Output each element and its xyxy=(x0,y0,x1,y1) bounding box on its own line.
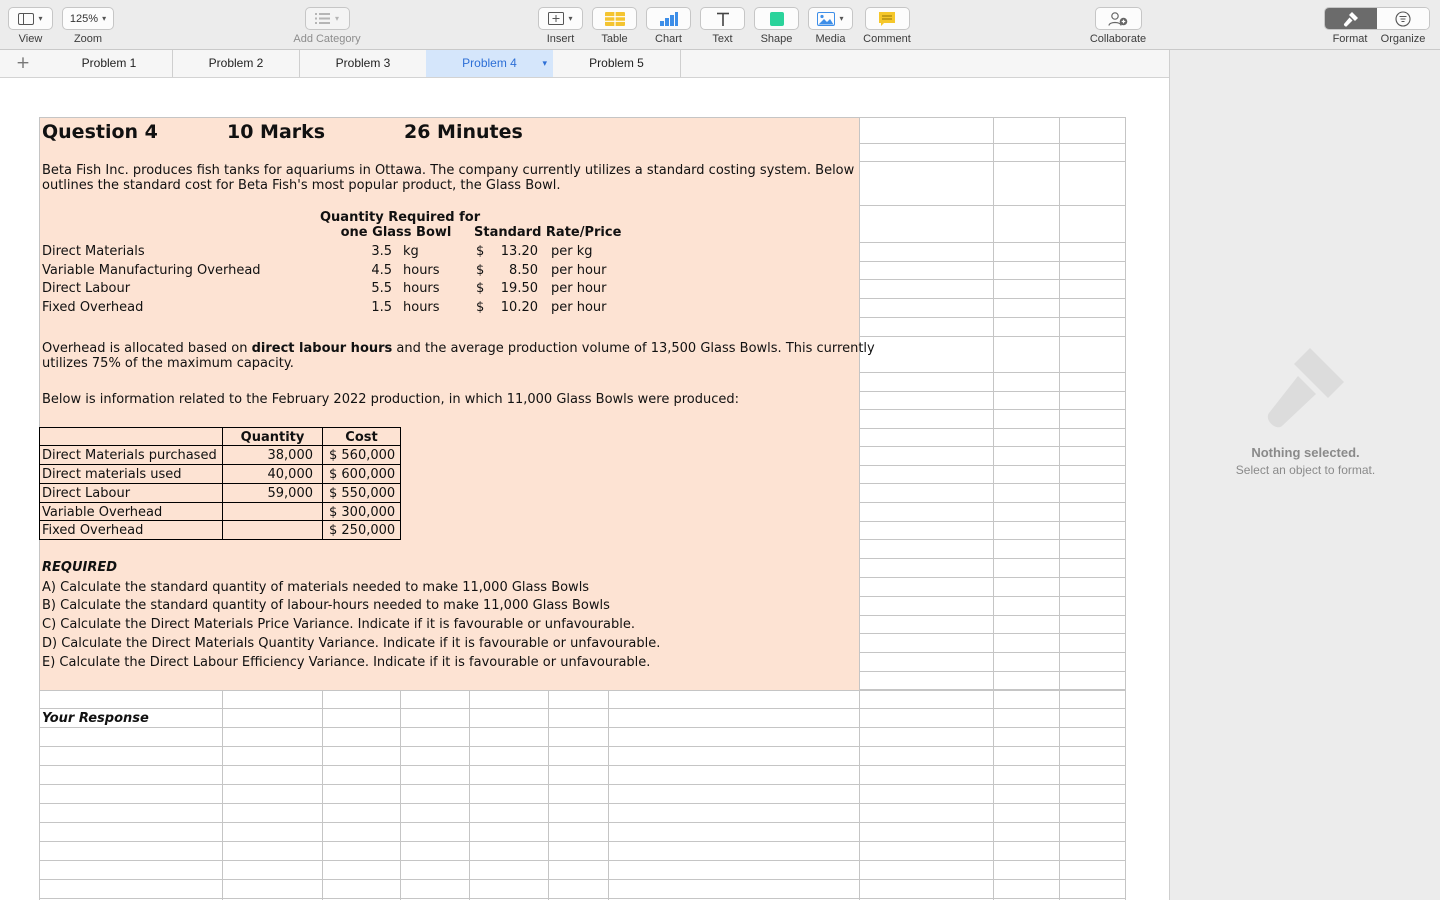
grid-line xyxy=(859,502,1125,503)
grid-line xyxy=(39,690,1126,691)
tab-problem-1[interactable] xyxy=(46,50,173,77)
format-label: Format xyxy=(1332,33,1368,45)
tab-problem-4[interactable] xyxy=(426,50,553,77)
grid-line xyxy=(859,446,1125,447)
std-item: Fixed Overhead xyxy=(42,300,144,315)
std-rate: 13.20 xyxy=(500,244,538,259)
actual-item: Direct Materials purchased xyxy=(42,448,217,463)
chart-icon xyxy=(660,12,678,26)
grid-line xyxy=(859,558,1125,559)
grid-line xyxy=(39,765,1126,766)
grid-line xyxy=(859,336,1125,337)
organize-label: Organize xyxy=(1380,33,1426,45)
list-icon xyxy=(315,13,331,24)
grid-line xyxy=(859,671,1125,672)
grid-line xyxy=(859,261,1125,262)
grid-line xyxy=(39,708,1126,709)
table-border xyxy=(39,520,401,521)
overhead-line xyxy=(42,341,875,356)
standard-rate-header: Standard Rate/Price xyxy=(474,225,622,240)
view-label: View xyxy=(18,33,43,45)
std-per: per hour xyxy=(551,300,607,315)
insert-button[interactable] xyxy=(538,7,583,45)
overhead-text: and the average production volume of 13,500 Glass Bowls. This currently xyxy=(392,341,875,356)
required-item: C) Calculate the Direct Materials Price Variance. Indicate if it is favourable or unfavourable. xyxy=(42,617,635,632)
photo-icon xyxy=(817,12,835,26)
std-per: per hour xyxy=(551,281,607,296)
grid-line xyxy=(859,372,1125,373)
std-rate: 8.50 xyxy=(509,263,538,278)
grid-line xyxy=(993,117,994,900)
actual-cost: $ 600,000 xyxy=(329,467,396,482)
table-label: Table xyxy=(601,33,628,45)
required-item: E) Calculate the Direct Labour Efficiency Variance. Indicate if it is favourable or unfavourable. xyxy=(42,655,651,670)
std-qty: 5.5 xyxy=(371,281,392,296)
chevron-down-icon[interactable]: ▾ xyxy=(542,58,547,68)
grid-line xyxy=(859,465,1125,466)
std-rate: 10.20 xyxy=(500,300,538,315)
nothing-selected-hint: Select an object to format. xyxy=(1235,463,1376,477)
actual-qty: 38,000 xyxy=(267,448,313,463)
shape-button[interactable] xyxy=(754,7,799,45)
std-item: Variable Manufacturing Overhead xyxy=(42,263,261,278)
paintbrush-icon xyxy=(1264,346,1348,430)
chart-label: Chart xyxy=(655,33,682,45)
add-category-label: Add Category xyxy=(293,33,361,45)
grid-line xyxy=(859,317,1125,318)
std-unit: hours xyxy=(403,281,440,296)
actual-item: Fixed Overhead xyxy=(42,523,144,538)
grid-line xyxy=(859,242,1125,243)
inspector-segment xyxy=(1324,7,1430,30)
table-border xyxy=(39,502,401,503)
comment-label: Comment xyxy=(863,33,911,45)
tab-label: Problem 2 xyxy=(208,56,264,70)
std-currency: $ xyxy=(476,300,485,315)
toolbar xyxy=(0,0,1440,50)
grid-line xyxy=(39,898,1126,899)
grid-line xyxy=(859,633,1125,634)
qty-required-header: one Glass Bowl xyxy=(340,225,452,240)
grid-line xyxy=(39,879,1126,880)
actual-qty: 59,000 xyxy=(267,486,313,501)
grid-line xyxy=(469,690,470,900)
grid-line xyxy=(1125,117,1126,900)
std-rate: 19.50 xyxy=(500,281,538,296)
grid-line xyxy=(859,279,1125,280)
view-control[interactable] xyxy=(8,7,53,45)
text-label: Text xyxy=(712,33,733,45)
media-label: Media xyxy=(815,33,846,45)
grid-line xyxy=(859,391,1125,392)
table-border xyxy=(39,539,401,540)
actual-quantity-header: Quantity xyxy=(240,430,305,445)
actual-item: Variable Overhead xyxy=(42,505,163,520)
grid-line xyxy=(859,615,1125,616)
overhead-emphasis: direct labour hours xyxy=(251,341,393,356)
actual-cost: $ 560,000 xyxy=(329,448,396,463)
actual-cost-header: Cost xyxy=(345,430,378,445)
std-unit: hours xyxy=(403,263,440,278)
required-item: B) Calculate the standard quantity of labour-hours needed to make 11,000 Glass Bowls xyxy=(42,598,610,613)
collaborate-label: Collaborate xyxy=(1089,33,1147,45)
text-icon xyxy=(716,12,730,26)
grid-line xyxy=(859,117,860,900)
required-title: REQUIRED xyxy=(42,560,118,575)
nothing-selected-title: Nothing selected. xyxy=(1251,445,1360,460)
std-item: Direct Materials xyxy=(42,244,145,259)
grid-line xyxy=(859,521,1125,522)
chevron-down-icon: ▾ xyxy=(839,14,844,23)
sheet-canvas xyxy=(0,78,1169,900)
marks-label: 10 Marks xyxy=(227,121,326,143)
zoom-label: Zoom xyxy=(73,33,103,45)
collaborate-icon xyxy=(1108,12,1128,26)
plus-icon: + xyxy=(15,53,31,73)
grid-line xyxy=(39,746,1126,747)
std-qty: 4.5 xyxy=(371,263,392,278)
actual-qty: 40,000 xyxy=(267,467,313,482)
format-organize-control xyxy=(1324,7,1430,45)
grid-line xyxy=(322,690,323,900)
sheet-tab-bar xyxy=(0,50,1169,78)
grid-line xyxy=(39,117,1126,118)
chevron-down-icon: ▾ xyxy=(334,14,339,23)
std-unit: kg xyxy=(403,244,419,259)
chevron-down-icon: ▾ xyxy=(102,14,107,23)
std-per: per kg xyxy=(551,244,593,259)
grid-line xyxy=(608,690,609,900)
grid-line xyxy=(859,596,1125,597)
std-qty: 3.5 xyxy=(371,244,392,259)
std-qty: 1.5 xyxy=(371,300,392,315)
insert-icon xyxy=(548,12,564,25)
comment-button[interactable] xyxy=(862,7,912,45)
actual-item: Direct materials used xyxy=(42,467,182,482)
required-item: D) Calculate the Direct Materials Quantity Variance. Indicate if it is favourable or unfavourable. xyxy=(42,636,661,651)
tab-label: Problem 4 xyxy=(462,56,517,70)
comment-icon xyxy=(879,12,895,26)
table-border xyxy=(39,483,401,484)
format-button[interactable] xyxy=(1325,8,1377,29)
organize-button[interactable] xyxy=(1377,8,1429,29)
shape-label: Shape xyxy=(760,33,793,45)
std-currency: $ xyxy=(476,244,485,259)
overhead-line: utilizes 75% of the maximum capacity. xyxy=(42,356,294,371)
add-category-button[interactable] xyxy=(286,7,368,45)
grid-line xyxy=(859,143,1125,144)
grid-line xyxy=(39,822,1126,823)
std-item: Direct Labour xyxy=(42,281,131,296)
insert-label: Insert xyxy=(546,33,575,45)
overhead-text: Overhead is allocated based on xyxy=(42,341,252,356)
grid-line xyxy=(859,428,1125,429)
grid-line xyxy=(859,161,1125,162)
grid-line xyxy=(859,652,1125,653)
time-label: 26 Minutes xyxy=(404,121,523,143)
actual-cost: $ 250,000 xyxy=(329,523,396,538)
actual-item: Direct Labour xyxy=(42,486,131,501)
grid-line xyxy=(548,690,549,900)
grid-line xyxy=(39,727,1126,728)
tab-label: Problem 1 xyxy=(81,56,137,70)
grid-line xyxy=(39,860,1126,861)
sidebar-icon xyxy=(18,13,34,25)
actual-cost: $ 300,000 xyxy=(329,505,396,520)
media-button[interactable] xyxy=(808,7,853,45)
zoom-control[interactable] xyxy=(62,7,114,45)
zoom-value: 125% xyxy=(69,12,99,25)
table-icon xyxy=(605,12,625,26)
table-border xyxy=(39,464,401,465)
format-inspector xyxy=(1169,50,1440,900)
organize-icon xyxy=(1395,11,1411,27)
collaborate-button[interactable] xyxy=(1085,7,1151,45)
shape-icon xyxy=(770,12,784,26)
add-sheet-button[interactable] xyxy=(12,53,34,73)
grid-line xyxy=(400,690,401,900)
std-per: per hour xyxy=(551,263,607,278)
table-border xyxy=(39,427,401,428)
february-info: Below is information related to the February 2022 production, in which 11,000 Glass Bowls were produced: xyxy=(42,392,740,407)
std-unit: hours xyxy=(403,300,440,315)
intro-line: Beta Fish Inc. produces fish tanks for aquariums in Ottawa. The company currently utilizes a standard costing system. Below xyxy=(42,163,855,178)
tab-problem-3[interactable] xyxy=(300,50,426,77)
tab-problem-5[interactable] xyxy=(553,50,681,77)
tab-label: Problem 3 xyxy=(335,56,391,70)
paintbrush-icon xyxy=(1343,11,1359,27)
qty-required-header: Quantity Required for xyxy=(320,210,481,225)
grid-line xyxy=(859,483,1125,484)
grid-line xyxy=(859,539,1125,540)
chevron-down-icon: ▾ xyxy=(38,14,43,23)
question-title: Question 4 xyxy=(42,121,158,143)
tab-problem-2[interactable] xyxy=(173,50,300,77)
table-border xyxy=(400,427,401,540)
required-item: A) Calculate the standard quantity of materials needed to make 11,000 Glass Bowls xyxy=(42,580,590,595)
grid-line xyxy=(859,577,1125,578)
table-border xyxy=(39,445,401,446)
chevron-down-icon: ▾ xyxy=(568,14,573,23)
grid-line xyxy=(39,784,1126,785)
actual-cost: $ 550,000 xyxy=(329,486,396,501)
tab-label: Problem 5 xyxy=(589,56,644,70)
your-response-label: Your Response xyxy=(42,711,149,726)
grid-line xyxy=(859,298,1125,299)
grid-line xyxy=(859,409,1125,410)
grid-line xyxy=(39,841,1126,842)
chart-button[interactable] xyxy=(646,7,691,45)
grid-line xyxy=(1059,117,1060,900)
grid-line xyxy=(859,205,1125,206)
table-border xyxy=(39,427,40,540)
grid-line xyxy=(222,690,223,900)
table-button[interactable] xyxy=(592,7,637,45)
std-currency: $ xyxy=(476,263,485,278)
intro-line: outlines the standard cost for Beta Fish's most popular product, the Glass Bowl. xyxy=(42,178,561,193)
std-currency: $ xyxy=(476,281,485,296)
grid-line xyxy=(39,803,1126,804)
text-button[interactable] xyxy=(700,7,745,45)
